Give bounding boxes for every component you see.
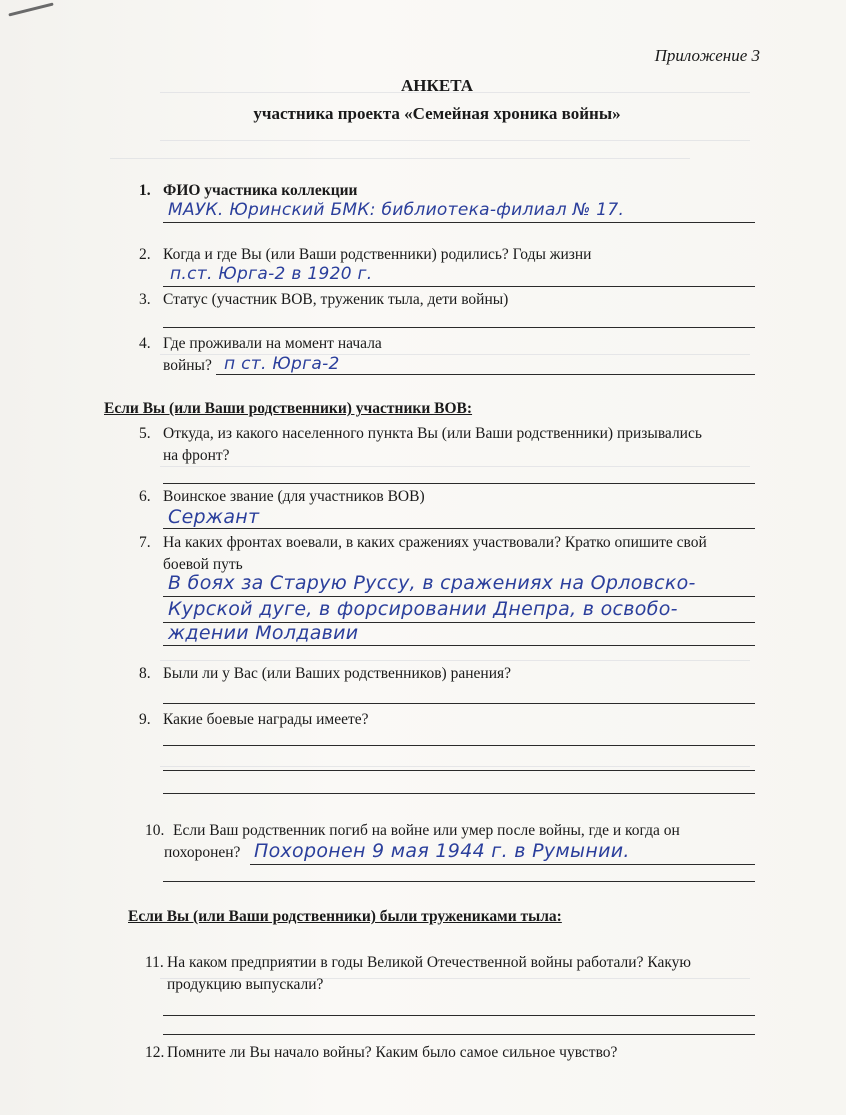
form-title: АНКЕТА — [401, 76, 473, 95]
question-number: 12. — [145, 1044, 165, 1061]
question-7 — [139, 532, 779, 576]
question-text: На каком предприятии в годы Великой Отечественной войны работали? Какую — [167, 954, 691, 971]
question-text-cont: войны? — [163, 357, 212, 374]
question-number: 1. — [139, 182, 151, 199]
answer-line — [163, 1034, 755, 1035]
question-text-cont: на фронт? — [163, 447, 230, 464]
section-wwii-heading: Если Вы (или Ваши родственники) участники ВОВ: — [104, 400, 473, 417]
answer-line — [163, 770, 755, 771]
question-text-cont: продукцию выпускали? — [167, 976, 324, 993]
section-homefront-heading: Если Вы (или Ваши родственники) были тружениками тыла: — [128, 908, 562, 925]
question-number: 6. — [139, 488, 151, 505]
question-number: 4. — [139, 335, 151, 352]
question-text: Воинское звание (для участников ВОВ) — [163, 488, 425, 505]
answer-line — [163, 645, 755, 646]
appendix-label: Приложение 3 — [654, 46, 760, 65]
answer-7-line-2[interactable]: Курской дуге, в форсировании Днепра, в освобо- — [168, 598, 678, 620]
question-6 — [139, 486, 759, 508]
answer-line — [163, 596, 755, 597]
answer-2[interactable]: п.ст. Юрга-2 в 1920 г. — [170, 264, 373, 284]
question-number: 3. — [139, 291, 151, 308]
question-text: Помните ли Вы начало войны? Каким было самое сильное чувство? — [167, 1044, 618, 1061]
answer-6[interactable]: Сержант — [168, 506, 260, 528]
question-text: ФИО участника коллекции — [163, 182, 358, 199]
answer-10[interactable]: Похоронен 9 мая 1944 г. в Румынии. — [254, 840, 630, 862]
bleed-line — [110, 158, 690, 159]
question-number: 10. — [145, 822, 165, 839]
answer-line — [163, 483, 755, 484]
question-text: Статус (участник ВОВ, труженик тыла, дети войны) — [163, 291, 509, 308]
question-number: 8. — [139, 665, 151, 682]
bleed-line — [160, 766, 750, 767]
answer-line — [163, 528, 755, 529]
question-text: Если Ваш родственник погиб на войне или умер после войны, где и когда он — [173, 822, 680, 839]
question-text-cont: боевой путь — [163, 556, 243, 573]
question-9 — [139, 709, 759, 731]
question-number: 11. — [145, 954, 164, 971]
question-text: На каких фронтах воевали, в каких сражениях участвовали? Кратко опишите свой — [163, 534, 707, 551]
answer-7-line-3[interactable]: ждении Молдавии — [168, 622, 359, 644]
answer-line — [163, 745, 755, 746]
answer-line — [163, 703, 755, 704]
question-text: Где проживали на момент начала — [163, 335, 382, 352]
question-number: 9. — [139, 711, 151, 728]
answer-line — [250, 864, 755, 865]
answer-line — [216, 374, 755, 375]
question-text: Откуда, из какого населенного пункта Вы (или Ваши родственники) призывались — [163, 425, 702, 442]
question-1 — [139, 180, 759, 202]
question-3 — [139, 289, 759, 311]
question-number: 2. — [139, 246, 151, 263]
question-11 — [145, 952, 785, 996]
question-5 — [139, 423, 779, 467]
question-2 — [139, 244, 759, 266]
answer-line — [163, 881, 755, 882]
question-text-cont: похоронен? — [164, 844, 241, 861]
form-subtitle: участника проекта «Семейная хроника войны» — [253, 104, 621, 123]
bleed-line — [160, 660, 750, 661]
question-12 — [145, 1042, 785, 1064]
answer-1[interactable]: МАУК. Юринский БМК: библиотека-филиал № 17. — [168, 200, 625, 220]
question-text: Были ли у Вас (или Ваших родственников) ранения? — [163, 665, 511, 682]
answer-line — [163, 793, 755, 794]
answer-4[interactable]: п ст. Юрга-2 — [224, 354, 340, 374]
question-text: Какие боевые награды имеете? — [163, 711, 369, 728]
bleed-line — [160, 140, 750, 141]
answer-line — [163, 286, 755, 287]
answer-line — [163, 222, 755, 223]
question-number: 7. — [139, 534, 151, 551]
answer-line — [163, 327, 755, 328]
question-8 — [139, 663, 759, 685]
question-number: 5. — [139, 425, 151, 442]
question-text: Когда и где Вы (или Ваши родственники) родились? Годы жизни — [163, 246, 592, 263]
answer-line — [163, 1015, 755, 1016]
answer-7-line-1[interactable]: В боях за Старую Руссу, в сражениях на Орловско- — [168, 572, 696, 594]
